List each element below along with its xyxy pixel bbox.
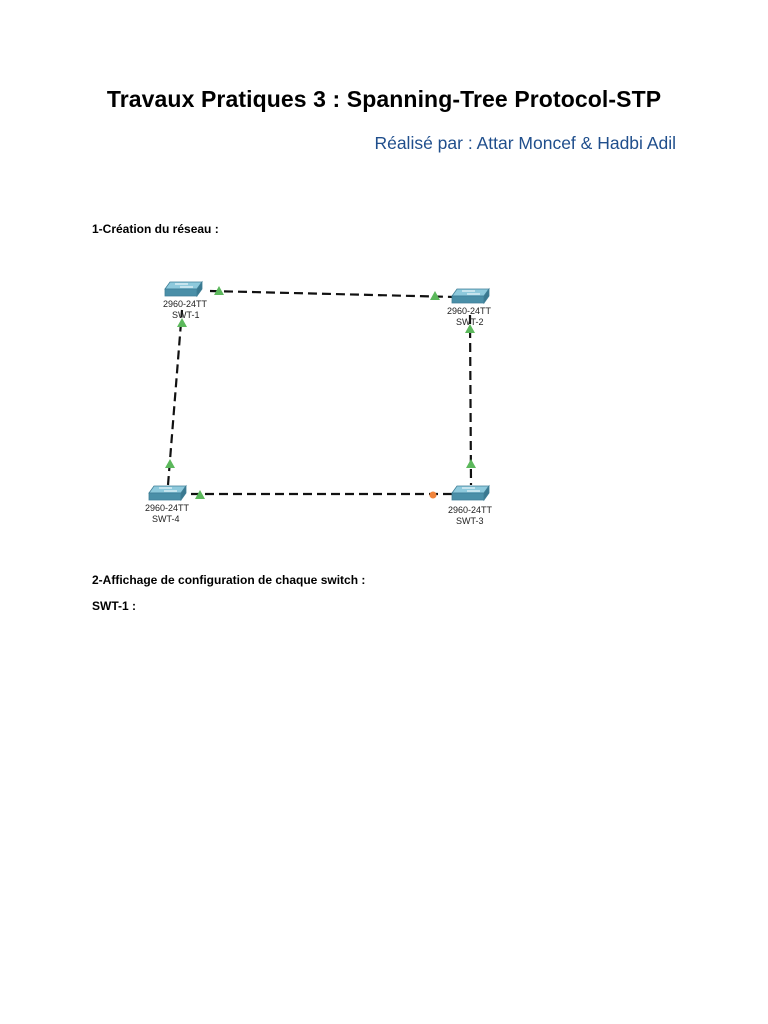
switch-name-label: SWT-3: [456, 516, 484, 526]
link-light-swt3-to-swt4-blocking: [430, 492, 437, 499]
cable-swt1-swt2: [210, 291, 455, 297]
switch-icon-front: [452, 296, 484, 303]
switch-swt3[interactable]: [448, 486, 493, 526]
switch-icon: [165, 282, 202, 289]
section-heading-network-creation: 1-Création du réseau :: [92, 222, 219, 236]
switch-icon: [452, 289, 489, 296]
page-title: Travaux Pratiques 3 : Spanning-Tree Protocol-STP: [106, 86, 662, 112]
switch-icon: [149, 486, 186, 493]
switch-swt4[interactable]: [145, 486, 190, 524]
switch-icon: [452, 486, 489, 493]
switch-name-label: SWT-4: [152, 514, 180, 524]
link-light-swt3-to-swt2: [466, 459, 476, 468]
section-heading-swt1: SWT-1 :: [92, 599, 136, 613]
switch-name-label: SWT-2: [456, 317, 484, 327]
switch-icon-front: [149, 493, 181, 500]
switch-model-label: 2960-24TT: [145, 503, 190, 513]
network-topology-diagram: [130, 270, 530, 550]
switch-name-label: SWT-1: [172, 310, 200, 320]
authors-line: Réalisé par : Attar Moncef & Hadbi Adil: [374, 133, 676, 153]
switch-icon-front: [165, 289, 197, 296]
switch-model-label: 2960-24TT: [447, 306, 492, 316]
cable-swt4-swt1: [168, 310, 182, 485]
switch-model-label: 2960-24TT: [448, 505, 493, 515]
section-heading-switch-config: 2-Affichage de configuration de chaque switch :: [92, 573, 366, 587]
switch-swt1[interactable]: [163, 282, 208, 320]
switch-model-label: 2960-24TT: [163, 299, 208, 309]
switch-swt2[interactable]: [447, 289, 492, 327]
switch-icon-front: [452, 493, 484, 500]
link-light-swt4-to-swt1: [165, 459, 175, 468]
